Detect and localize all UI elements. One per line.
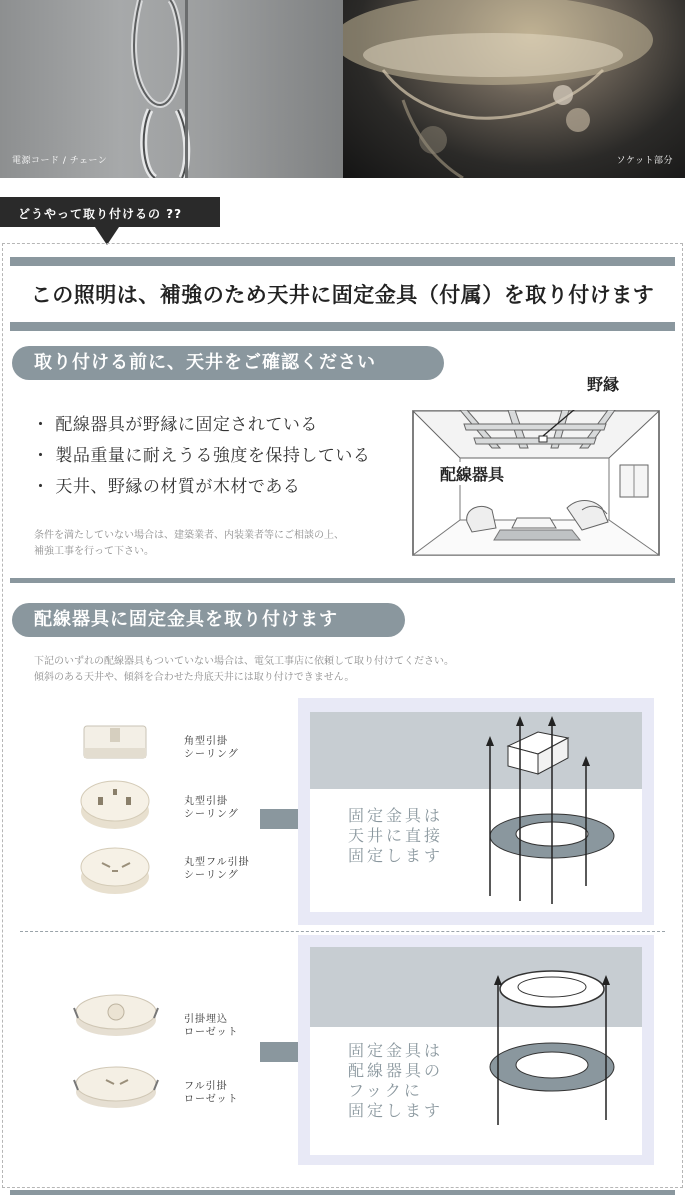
section2-note: 下記のいずれの配線器具もついていない場合は、電気工事店に依頼して取り付けてください。 傾斜のある天井や、傾斜を合わせた舟底天井には取り付けできません。 (34, 656, 454, 683)
chandelier-illustration (343, 0, 685, 178)
socket-photo (343, 0, 685, 178)
attach-direct-panel (298, 698, 654, 925)
headline-bar-top (10, 257, 675, 266)
joist-label: 野縁 (587, 375, 620, 394)
fixture-label: 引掛埋込 ローゼット (184, 1014, 239, 1038)
fixture-label: 角型引掛 シーリング (184, 736, 239, 760)
fixture-label: フル引掛 ローゼット (184, 1081, 239, 1105)
hook-mount-illustration (478, 955, 628, 1155)
check-item: ・ 配線器具が野縁に固定されている (32, 415, 318, 435)
product-photos (0, 0, 685, 178)
fixture-label: 丸型引掛 シーリング (184, 796, 239, 820)
photo-caption-left: 電源コード / チェーン (12, 156, 108, 166)
bottom-divider (10, 1190, 675, 1195)
direct-mount-illustration (478, 716, 628, 916)
cord-chain-photo (0, 0, 343, 178)
ceiling-checklist (32, 410, 412, 503)
wiring-fixture-label: 配線器具 (438, 462, 506, 485)
attach-hook-text: 固定金具は 配線器具の フックに 固定します (348, 1041, 444, 1120)
attach-direct-text: 固定金具は 天井に直接 固定します (348, 806, 444, 865)
square-ceiling-image (80, 722, 150, 764)
chain-illustration (0, 0, 343, 178)
question-tag: どうやって取り付けるの ?? (0, 197, 220, 227)
fixture-label: 丸型フル引掛 シーリング (184, 857, 250, 881)
room-diagram (412, 375, 660, 556)
round-ceiling-image (78, 777, 152, 833)
attach-hook-panel (298, 935, 654, 1165)
check-item: ・ 天井、野縁の材質が木材である (32, 477, 301, 497)
section1-title: 取り付ける前に、天井をご確認ください (12, 346, 444, 380)
section-divider (10, 578, 675, 583)
round-full-ceiling-image (78, 845, 152, 897)
headline: この照明は、補強のため天井に固定金具（付属）を取り付けます (30, 283, 655, 307)
flush-rosette-image (68, 990, 164, 1042)
section2-title: 配線器具に固定金具を取り付けます (12, 603, 405, 637)
full-rosette-image (68, 1062, 164, 1114)
check-item: ・ 製品重量に耐えうる強度を保持している (32, 446, 371, 466)
headline-bar-bottom (10, 322, 675, 331)
group-separator (20, 931, 665, 932)
section1-note: 条件を満たしていない場合は、建築業者、内装業者等にご相談の上、 補強工事を行って下さい。 (34, 530, 344, 557)
photo-caption-right: ソケット部分 (616, 156, 673, 166)
